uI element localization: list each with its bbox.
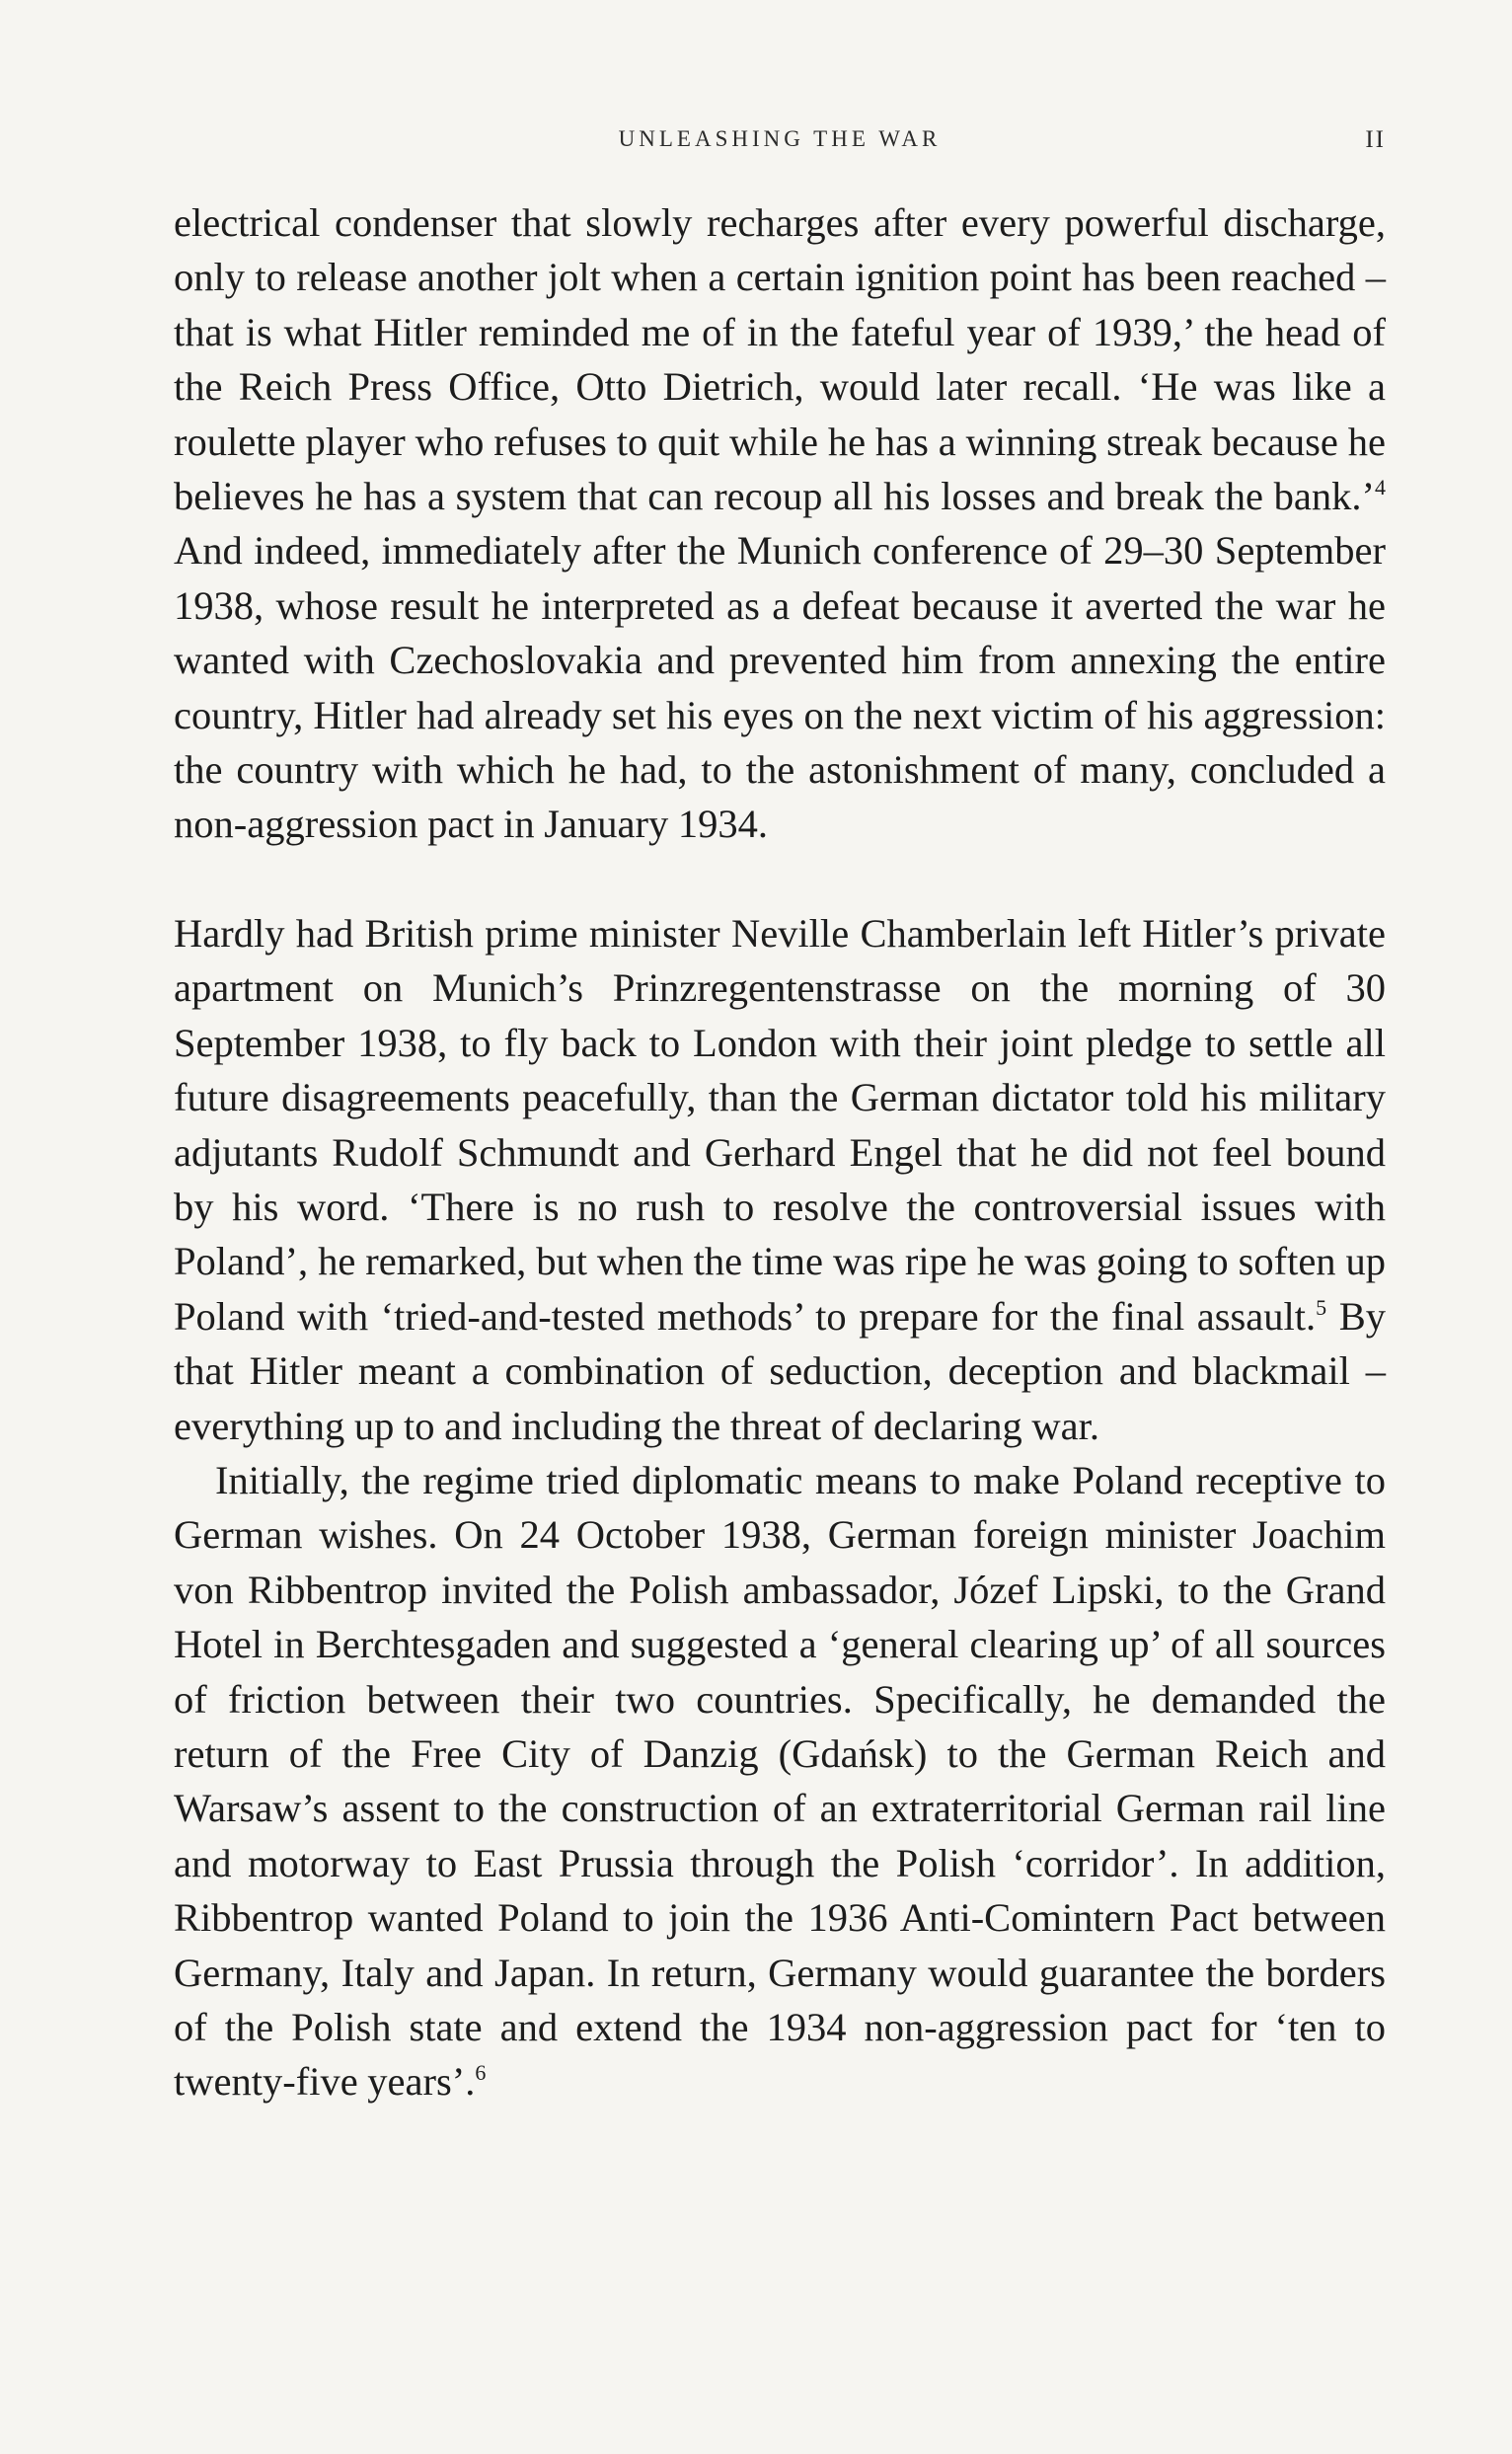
paragraph-text: And indeed, immediately after the Munich conference of 29–30 September 1938, whose result he interpreted as a defeat because it averted the war he wanted with Czechoslovakia and prevented him from annexing the entire country, Hitler had already set his eyes on the next victim of his aggression: the country with which he had, to the astonishment of many, concluded a non-aggression pact in January 1934. bbox=[174, 528, 1386, 847]
paragraph-text: electrical condenser that slowly recharges after every powerful discharge, only to release another jolt when a certain ignition point has been reached – that is what Hitler reminded me of in the fateful year of 1939,’ the head of the Reich Press Office, Otto Dietrich, would later recall. ‘He was like a roulette player who refuses to quit while he has a winning streak because he believes he has a system that can recoup all his losses and break the bank.’ bbox=[174, 200, 1386, 519]
running-title: UNLEASHING THE WAR bbox=[618, 126, 942, 151]
paragraph bbox=[174, 906, 1386, 1453]
paragraph-text: Initially, the regime tried diplomatic means to make Poland receptive to German wishes. On 24 October 1938, German foreign minister Joachim von Ribbentrop invited the Polish ambassador, Józef Lipski, to the Grand Hotel in Berchtesgaden and suggested a ‘general clearing up’ of all sources of friction between their two countries. Specifically, he demanded the return of the Free City of Danzig (Gdańsk) to the German Reich and Warsaw’s assent to the construction of an extraterritorial German rail line and motorway to East Prussia through the Polish ‘corridor’. In addition, Ribbentrop wanted Poland to join the 1936 Anti-Comintern Pact between Germany, Italy and Japan. In return, Germany would guarantee the borders of the Polish state and extend the 1934 non-aggression pact for ‘ten to twenty-five years’. bbox=[174, 1457, 1386, 2105]
footnote-marker: 5 bbox=[1316, 1294, 1327, 1320]
paragraph-text: By that Hitler meant a combination of seduction, deception and blackmail – everything up to and including the threat of declaring war. bbox=[174, 1293, 1386, 1448]
body-text bbox=[174, 195, 1386, 2109]
footnote-marker: 6 bbox=[475, 2060, 487, 2086]
page-number: II bbox=[1365, 126, 1386, 153]
paragraph bbox=[174, 195, 1386, 852]
footnote-marker: 4 bbox=[1375, 475, 1386, 500]
section-break bbox=[174, 852, 1386, 906]
paragraph-text: Hardly had British prime minister Neville Chamberlain left Hitler’s private apartment on Munich’s Prinzregentenstrasse on the morning of 30 September 1938, to fly back to London with their joint pledge to settle all future disagreements peacefully, than the German dictator told his military adjutants Rudolf Schmundt and Gerhard Engel that he did not feel bound by his word. ‘There is no rush to resolve the controversial issues with Poland’, he remarked, but when the time was ripe he was going to soften up Poland with ‘tried-and-tested methods’ to prepare for the final assault. bbox=[174, 910, 1386, 1339]
running-head bbox=[174, 126, 1386, 166]
paragraph bbox=[174, 1453, 1386, 2109]
